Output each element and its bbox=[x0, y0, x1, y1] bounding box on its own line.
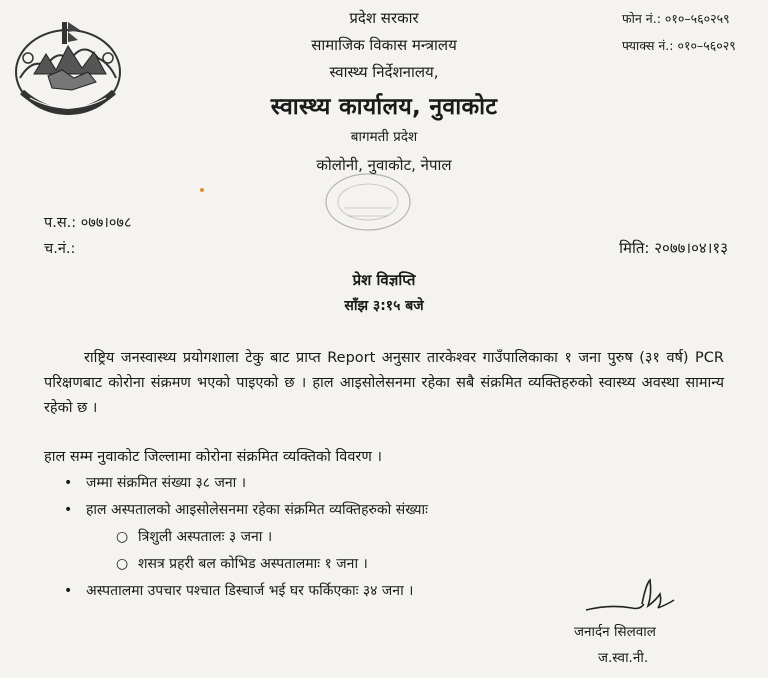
apf-covid-hospital: शसत्र प्रहरी बल कोभिड अस्पतालमाः १ जना । bbox=[138, 556, 368, 572]
notice-paragraph: राष्ट्रिय जनस्वास्थ्य प्रयोगशाला टेकु बाट प्राप्त Report अनुसार तारकेश्वर गाउँपालिकाका १ जना पुरुष (३१ वर्ष) PCR परिक्षणबाट कोरोना संक्रमण भएको पाइएको छ । हाल आइसोलेसनमा रहेका सबै संक्रमित व्यक्तिहरुको स्वास्थ्य अवस्था सामान्य रहेको छ । bbox=[44, 350, 724, 416]
letter-number: प.स.: ०७७।०७८ bbox=[44, 215, 132, 231]
total-infected: जम्मा संक्रमित संख्या ३८ जना । bbox=[86, 475, 247, 491]
phone-number: फोन नं.: ०१०–५६०२५९ bbox=[622, 11, 730, 26]
list-item bbox=[64, 581, 413, 600]
list-item bbox=[64, 500, 428, 519]
office-seal-icon bbox=[322, 170, 414, 234]
summary-intro: हाल सम्म नुवाकोट जिल्लामा कोरोना संक्रमित व्यक्तिको विवरण । bbox=[44, 449, 382, 465]
signer-name: जनार्दन सिलवाल bbox=[574, 624, 656, 640]
government-name: प्रदेश सरकार bbox=[349, 9, 419, 27]
list-item bbox=[64, 473, 246, 492]
handwritten-signature-icon bbox=[580, 574, 700, 620]
discharged-count: अस्पतालमा उपचार पश्चात डिस्चार्ज भई घर फर्किएकाः ३४ जना । bbox=[86, 583, 414, 599]
office-name: स्वास्थ्य कार्यालय, नुवाकोट bbox=[270, 94, 498, 120]
signer-title: ज.स्वा.नी. bbox=[598, 650, 649, 666]
ink-speck bbox=[200, 188, 204, 192]
notice-time: साँझ ३:१५ बजे bbox=[344, 298, 424, 314]
letter-date: मिति: २०७७।०४।१३ bbox=[619, 239, 728, 257]
bullet-icon: • bbox=[64, 475, 73, 491]
office-address: कोलोनी, नुवाकोट, नेपाल bbox=[316, 156, 452, 174]
list-item bbox=[116, 554, 368, 573]
ministry-name: सामाजिक विकास मन्त्रालय bbox=[311, 36, 457, 54]
circle-bullet-icon: ○ bbox=[116, 556, 129, 572]
dispatch-number: च.नं.: bbox=[44, 241, 76, 257]
bullet-icon: • bbox=[64, 502, 73, 518]
notice-title: प्रेश विज्ञप्ति bbox=[352, 271, 416, 289]
hospital-isolation: हाल अस्पतालको आइसोलेसनमा रहेका संक्रमित व्यक्तिहरुको संख्याः bbox=[86, 502, 428, 518]
province-name: बागमती प्रदेश bbox=[350, 129, 418, 145]
fax-number: फ्याक्स नं.: ०१०–५६०२९ bbox=[622, 38, 736, 53]
bullet-icon: • bbox=[64, 583, 73, 599]
directorate-name: स्वास्थ्य निर्देशनालय, bbox=[329, 63, 439, 81]
circle-bullet-icon: ○ bbox=[116, 529, 129, 545]
trishuli-hospital: त्रिशुली अस्पतालः ३ जना । bbox=[138, 529, 273, 545]
list-item bbox=[116, 527, 272, 546]
